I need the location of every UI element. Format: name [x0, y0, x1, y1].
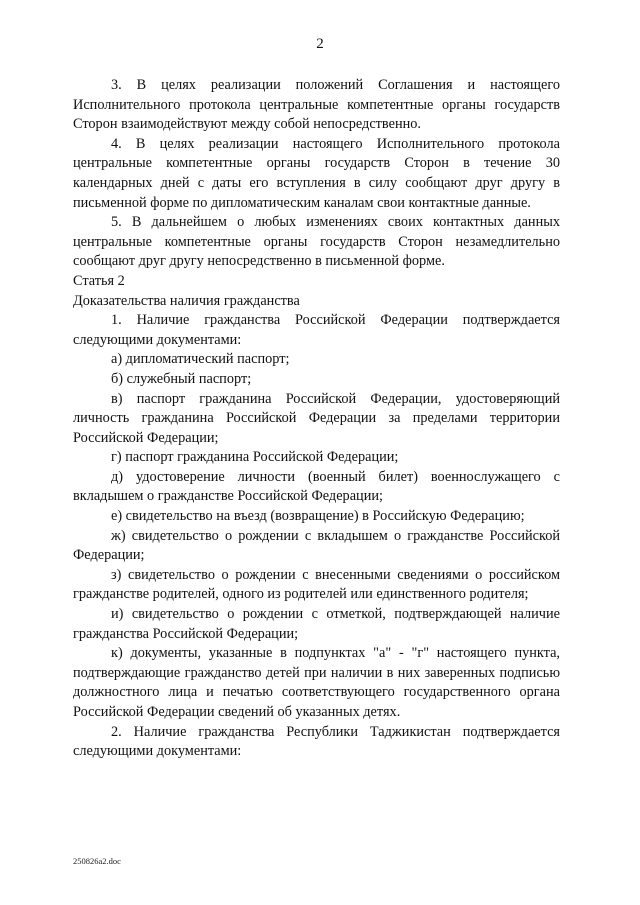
clause-2-intro: 2. Наличие гражданства Республики Таджикистан подтверждается следующими документами:	[73, 723, 560, 760]
list-item-e: е) свидетельство на въезд (возвращение) в Российскую Федерацию;	[111, 508, 525, 525]
list-item-z: з) свидетельство о рождении с внесенными сведениями о российском гражданстве родителей, одного из родителей или единственного родителя;	[73, 566, 560, 603]
list-item-i: и) свидетельство о рождении с отметкой, подтверждающей наличие гражданства Российской Федерации;	[73, 606, 560, 642]
document-body	[73, 76, 560, 762]
paragraph-3: 3. В целях реализации положений Соглашения и настоящего Исполнительного протокола центральные компетентные органы государств Сторон взаимодействуют между собой непосредственно.	[73, 77, 560, 133]
article-title: Доказательства наличия гражданства	[73, 292, 300, 309]
list-item-b: б) служебный паспорт;	[111, 370, 252, 387]
paragraph-5: 5. В дальнейшем о любых изменениях своих контактных данных центральные компетентные органы государств Сторон незамедлительно сообщают друг другу непосредственно в письменной форме.	[73, 214, 560, 270]
list-item-zh: ж) свидетельство о рождении с вкладышем о гражданстве Российской Федерации;	[73, 527, 560, 564]
list-item-g: г) паспорт гражданина Российской Федерации;	[111, 449, 399, 466]
clause-1-intro: 1. Наличие гражданства Российской Федерации подтверждается следующими документами:	[73, 312, 560, 348]
article-number: Статья 2	[73, 272, 125, 289]
list-item-d: д) удостоверение личности (военный билет) военнослужащего с вкладышем о гражданстве Российской Федерации;	[73, 468, 560, 505]
list-item-v: в) паспорт гражданина Российской Федерации, удостоверяющий личность гражданина Российской Федерации за пределами территории Российской Федерации;	[73, 390, 560, 446]
paragraph-4: 4. В целях реализации настоящего Исполнительного протокола центральные компетентные органы государств Сторон в течение 30 календарных дней с даты его вступления в силу сообщают друг другу в письменной форме по дипломатическим каналам свои контактные данные.	[73, 135, 560, 211]
list-item-a: а) дипломатический паспорт;	[111, 351, 290, 368]
file-name-footer: 250826a2.doc	[73, 856, 121, 866]
list-item-k: к) документы, указанные в подпунктах "а" - "г" настоящего пункта, подтверждающие гражданство детей при наличии в них заверенных подписью должностного лица и печатью соответствующего государственного органа Российской Федерации сведений об указанных детях.	[73, 645, 560, 720]
page-number: 2	[316, 36, 324, 52]
